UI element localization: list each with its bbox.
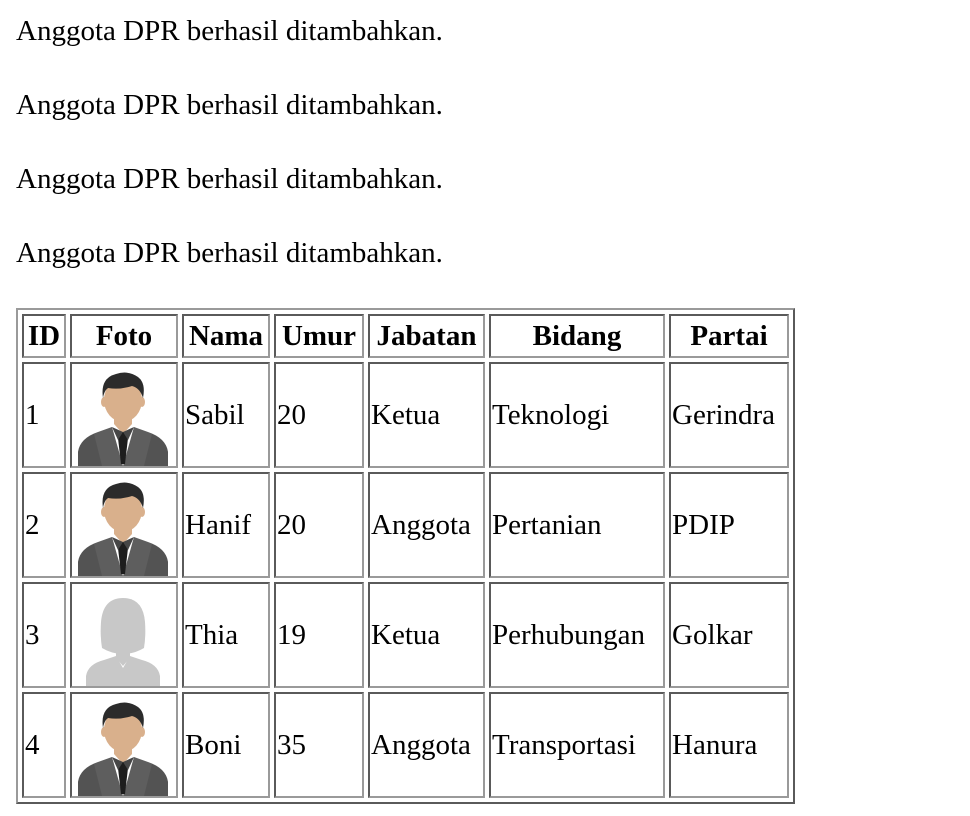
cell-partai: Golkar (669, 582, 789, 688)
cell-id: 1 (22, 362, 66, 468)
table-row (22, 692, 789, 798)
cell-id: 3 (22, 582, 66, 688)
cell-umur: 19 (274, 582, 364, 688)
cell-id: 4 (22, 692, 66, 798)
header-id: ID (22, 314, 66, 358)
header-jabatan: Jabatan (368, 314, 485, 358)
table-row (22, 362, 789, 468)
cell-partai: Hanura (669, 692, 789, 798)
header-umur: Umur (274, 314, 364, 358)
success-message: Anggota DPR berhasil ditambahkan. (16, 89, 443, 121)
male-avatar-icon (72, 364, 174, 466)
cell-bidang: Teknologi (489, 362, 665, 468)
header-nama: Nama (182, 314, 270, 358)
cell-id: 2 (22, 472, 66, 578)
cell-jabatan: Anggota (368, 692, 485, 798)
table-row (22, 582, 789, 688)
success-message: Anggota DPR berhasil ditambahkan. (16, 15, 443, 47)
cell-foto (70, 582, 178, 688)
cell-foto (70, 472, 178, 578)
female-avatar-icon (72, 584, 174, 686)
cell-foto (70, 362, 178, 468)
male-avatar-icon (72, 474, 174, 576)
cell-umur: 20 (274, 472, 364, 578)
cell-foto (70, 692, 178, 798)
cell-nama: Boni (182, 692, 270, 798)
male-avatar-icon (72, 694, 174, 796)
success-message: Anggota DPR berhasil ditambahkan. (16, 163, 443, 195)
cell-nama: Sabil (182, 362, 270, 468)
dpr-members-table (16, 308, 795, 804)
header-foto: Foto (70, 314, 178, 358)
cell-partai: PDIP (669, 472, 789, 578)
cell-jabatan: Ketua (368, 362, 485, 468)
cell-umur: 20 (274, 362, 364, 468)
cell-nama: Thia (182, 582, 270, 688)
cell-bidang: Transportasi (489, 692, 665, 798)
table-header-row (22, 314, 789, 358)
success-message: Anggota DPR berhasil ditambahkan. (16, 237, 443, 269)
cell-bidang: Perhubungan (489, 582, 665, 688)
cell-bidang: Pertanian (489, 472, 665, 578)
header-partai: Partai (669, 314, 789, 358)
cell-umur: 35 (274, 692, 364, 798)
cell-partai: Gerindra (669, 362, 789, 468)
table-row (22, 472, 789, 578)
cell-nama: Hanif (182, 472, 270, 578)
header-bidang: Bidang (489, 314, 665, 358)
cell-jabatan: Ketua (368, 582, 485, 688)
cell-jabatan: Anggota (368, 472, 485, 578)
